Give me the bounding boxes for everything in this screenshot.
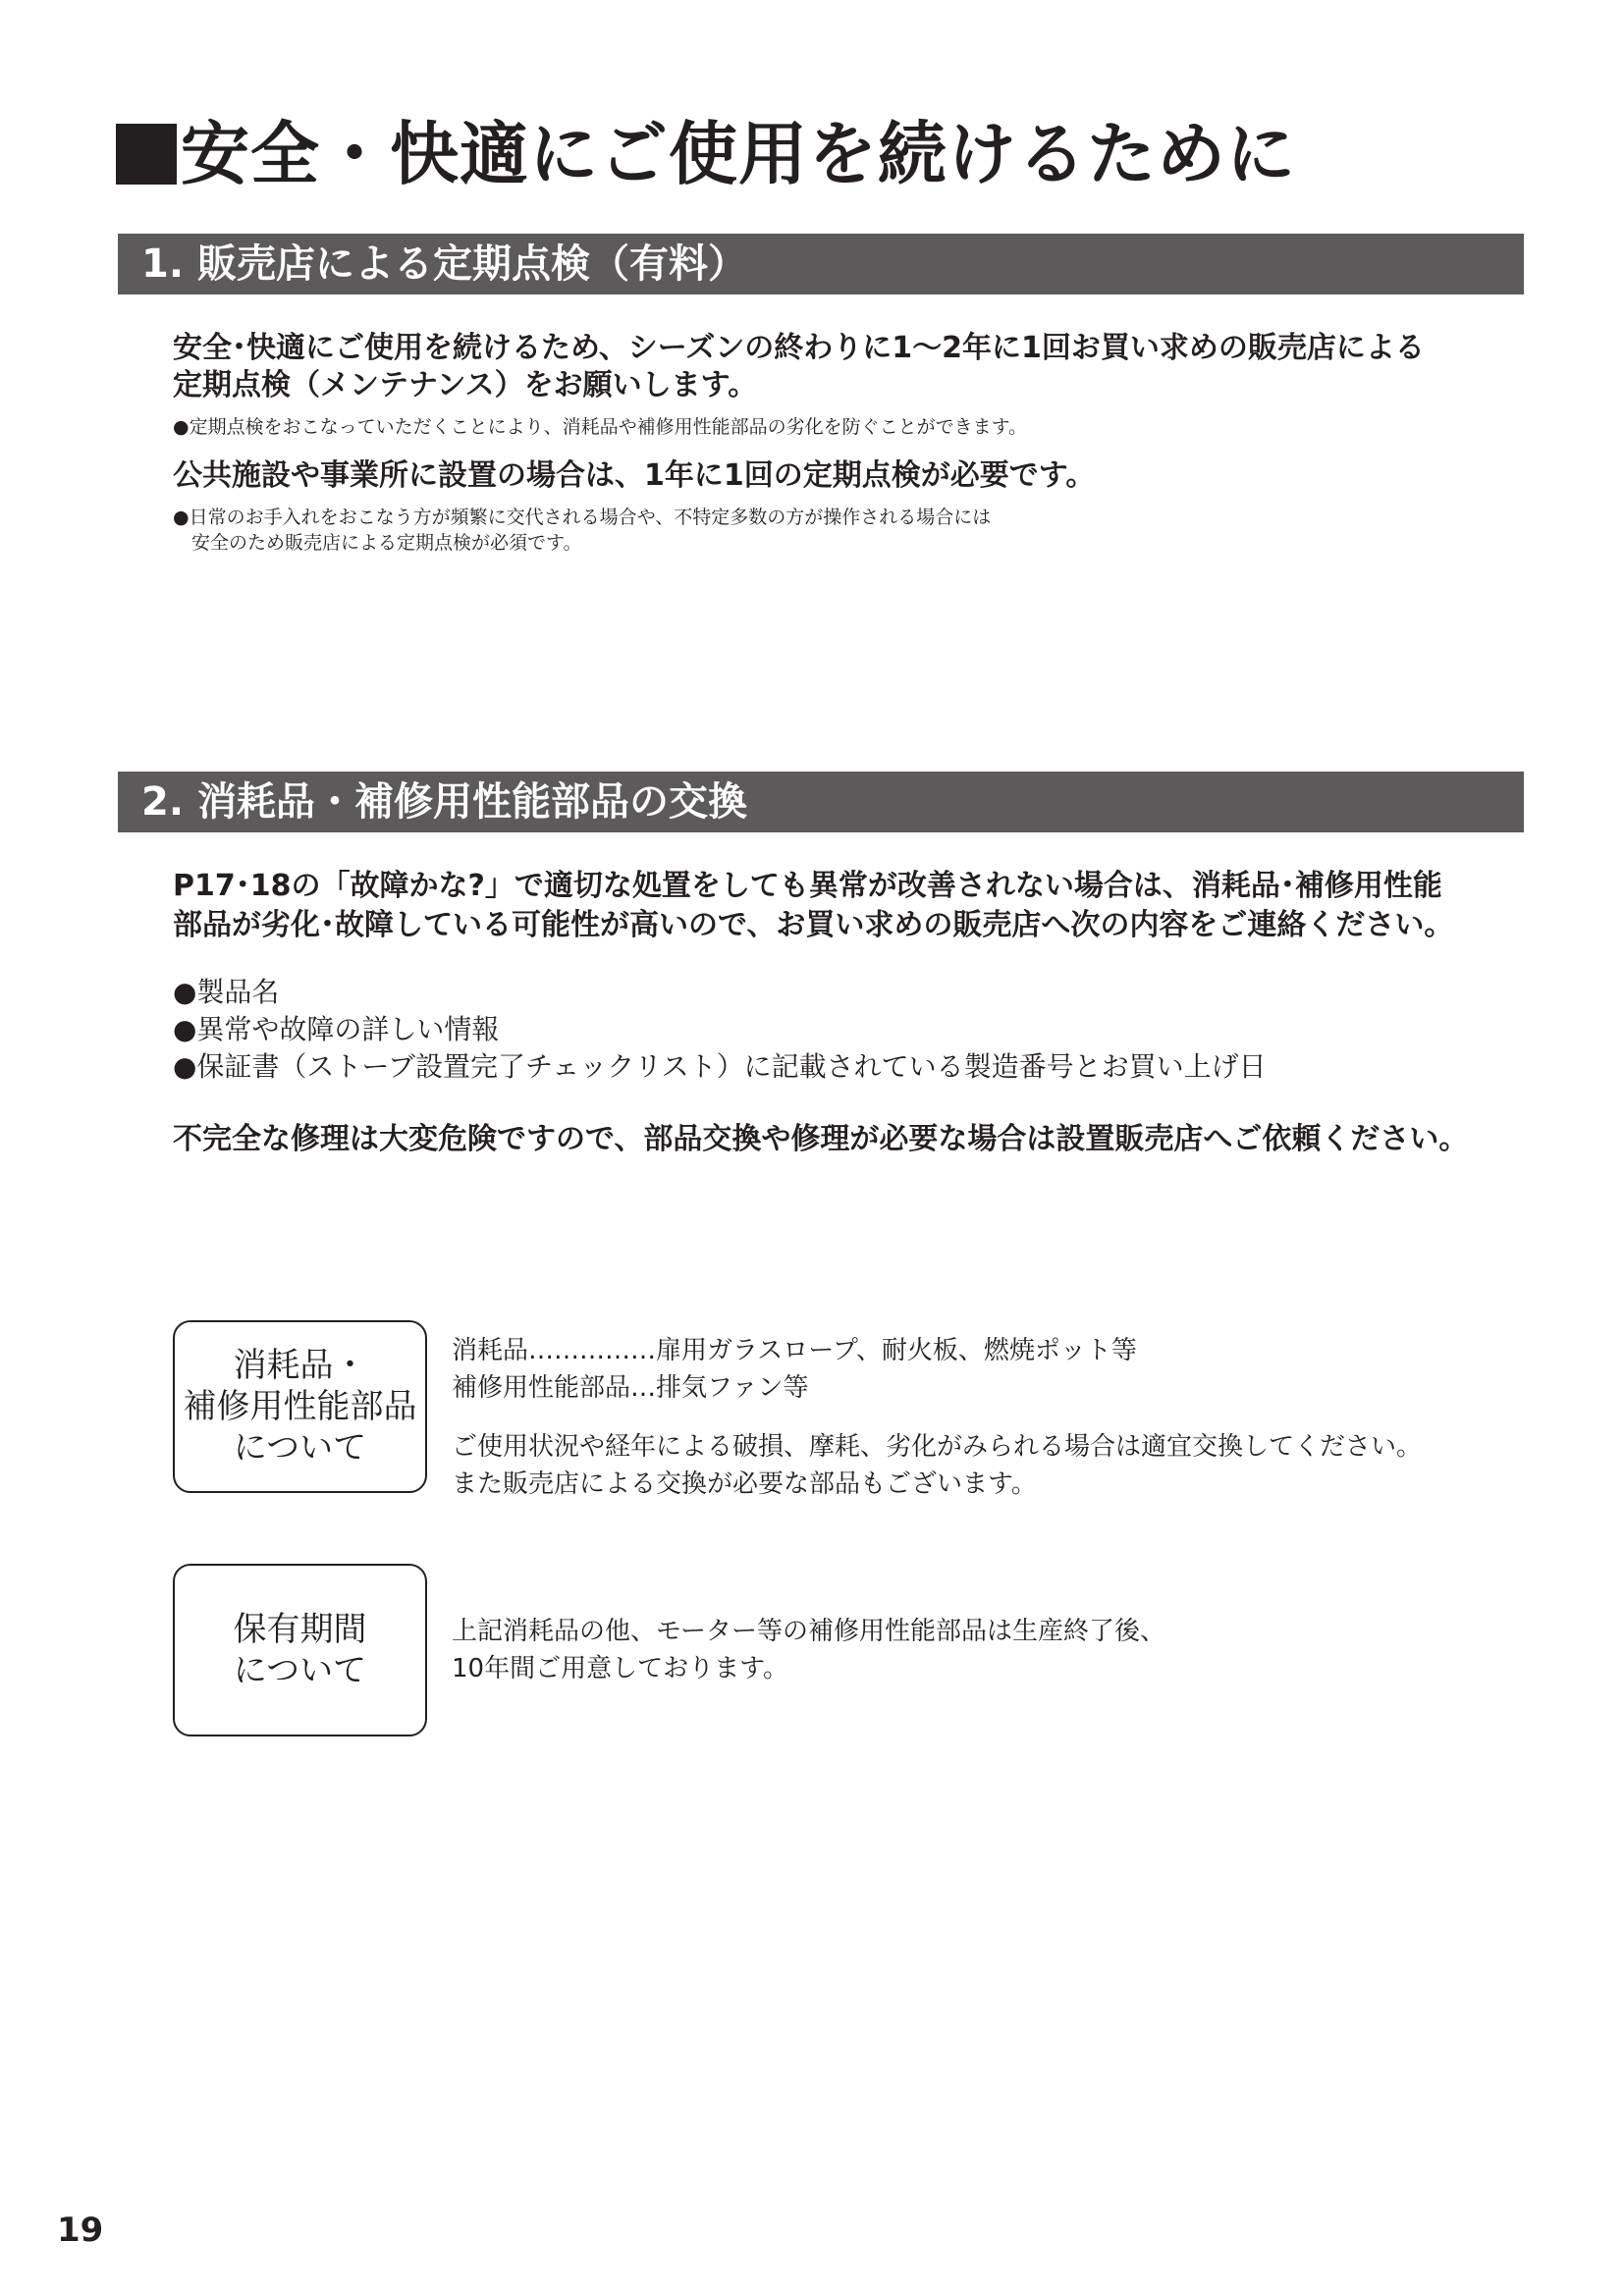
- page-title-text: 安全・快適にご使用を続けるために: [181, 114, 1296, 194]
- consumables-label-line1: 消耗品・: [233, 1346, 367, 1385]
- section1-lead-line1: 安全･快適にご使用を続けるため、シーズンの終わりに1～2年に1回お買い求めの販売店による: [173, 331, 1425, 365]
- section1-note2-line2: 安全のため販売店による定期点検が必須です。: [173, 532, 582, 554]
- section1-lead2: 公共施設や事業所に設置の場合は、1年に1回の定期点検が必要です。: [173, 458, 1096, 493]
- consumables-label-line3: について: [233, 1428, 367, 1468]
- consumables-desc-line1: ご使用状況や経年による破損、摩耗、劣化がみられる場合は適宜交換してください。: [452, 1432, 1423, 1462]
- section1-lead-line2: 定期点検（メンテナンス）をお願いします。: [173, 368, 758, 402]
- retention-desc-line2: 10年間ご用意しております。: [452, 1654, 789, 1683]
- retention-desc-line1: 上記消耗品の他、モーター等の補修用性能部品は生産終了後、: [452, 1617, 1165, 1646]
- consumables-desc-line2: また販売店による交換が必要な部品もございます。: [452, 1469, 1037, 1499]
- consumables-label-line2: 補修用性能部品: [183, 1387, 417, 1426]
- section2-title-bar: 2. 消耗品・補修用性能部品の交換: [118, 772, 1524, 832]
- retention-label-line2: について: [233, 1651, 367, 1690]
- section1-title-bar: 1. 販売店による定期点検（有料）: [118, 234, 1524, 294]
- consumables-label-box: [173, 1320, 427, 1493]
- retention-label-line1: 保有期間: [233, 1610, 367, 1649]
- contact-item: ●異常や故障の詳しい情報: [173, 1013, 500, 1045]
- section2-lead-line1: P17･18の「故障かな?」で適切な処置をしても異常が改善されない場合は、消耗品･補修用性能: [173, 869, 1442, 903]
- page-number: 19: [57, 2211, 104, 2250]
- repair-warning: 不完全な修理は大変危険ですので、部品交換や修理が必要な場合は設置販売店へご依頼ください。: [173, 1122, 1469, 1156]
- section2-lead-line2: 部品が劣化･故障している可能性が高いので、お買い求めの販売店へ次の内容をご連絡ください。: [173, 908, 1454, 942]
- consumables-row1: 消耗品……………扉用ガラスロープ、耐火板、燃焼ポット等: [452, 1336, 1137, 1365]
- contact-item: ●製品名: [173, 976, 280, 1008]
- title-square-marker: [116, 124, 177, 185]
- section1-note2-line1: ●日常のお手入れをおこなう方が頻繁に交代される場合や、不特定多数の方が操作される場合には: [173, 507, 992, 528]
- retention-label-box: [173, 1564, 427, 1736]
- page-title: [116, 110, 1296, 198]
- section1-note1: ●定期点検をおこなっていただくことにより、消耗品や補修用性能部品の劣化を防ぐことができます。: [173, 416, 1028, 438]
- contact-item: ●保証書（ストーブ設置完了チェックリスト）に記載されている製造番号とお買い上げ日: [173, 1050, 1267, 1083]
- consumables-row2: 補修用性能部品…排気ファン等: [452, 1373, 809, 1403]
